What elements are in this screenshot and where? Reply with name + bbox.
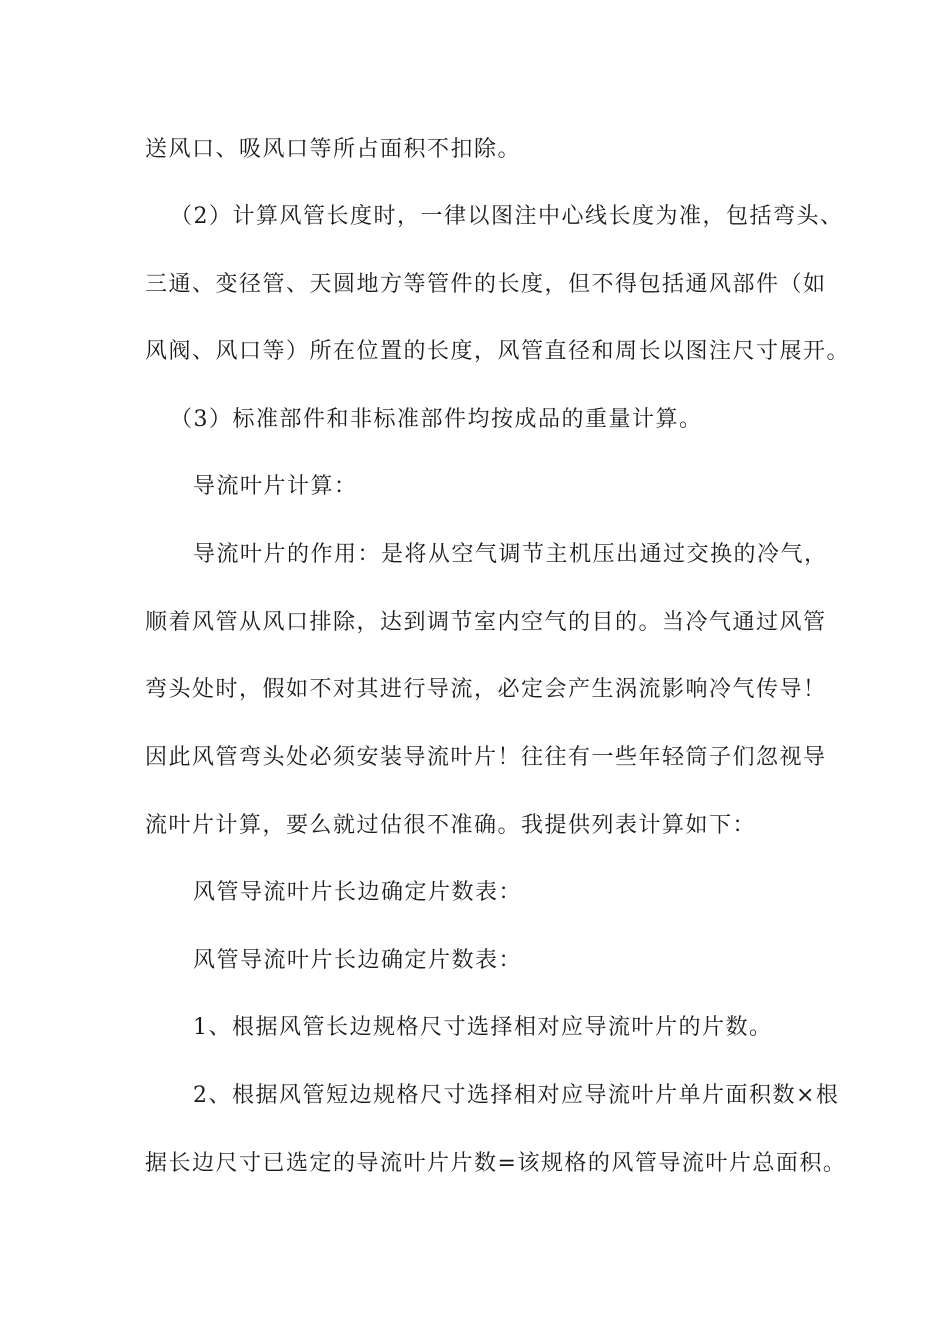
list-item: 1、根据风管长边规格尺寸选择相对应导流叶片的片数。 bbox=[193, 1015, 773, 1040]
text-line: 弯头处时，假如不对其进行导流，必定会产生涡流影响冷气传导！ bbox=[145, 677, 827, 702]
text-line: （2）计算风管长度时，一律以图注中心线长度为准，包括弯头、 bbox=[170, 204, 844, 229]
text-line: （3）标准部件和非标准部件均按成品的重量计算。 bbox=[170, 407, 703, 432]
text-line: 风阀、风口等）所在位置的长度，风管直径和周长以图注尺寸展开。 bbox=[145, 339, 851, 364]
text-line: 导流叶片的作用：是将从空气调节主机压出通过交换的冷气， bbox=[193, 542, 828, 567]
text-line: 因此风管弯头处必须安装导流叶片！往往有一些年轻筒子们忽视导 bbox=[145, 745, 827, 770]
section-heading: 导流叶片计算： bbox=[193, 474, 358, 499]
text-line: 流叶片计算，要么就过估很不准确。我提供列表计算如下： bbox=[145, 813, 757, 838]
list-item: 2、根据风管短边规格尺寸选择相对应导流叶片单片面积数×根 bbox=[193, 1083, 840, 1108]
text-line: 送风口、吸风口等所占面积不扣除。 bbox=[145, 137, 522, 162]
text-line: 三通、变径管、天圆地方等管件的长度，但不得包括通风部件（如 bbox=[145, 272, 827, 297]
text-line: 顺着风管从风口排除，达到调节室内空气的目的。当冷气通过风管 bbox=[145, 610, 827, 635]
table-caption: 风管导流叶片长边确定片数表： bbox=[193, 948, 523, 973]
text-line: 据长边尺寸已选定的导流叶片片数=该规格的风管导流叶片总面积。 bbox=[145, 1151, 847, 1176]
table-caption: 风管导流叶片长边确定片数表： bbox=[193, 880, 523, 905]
